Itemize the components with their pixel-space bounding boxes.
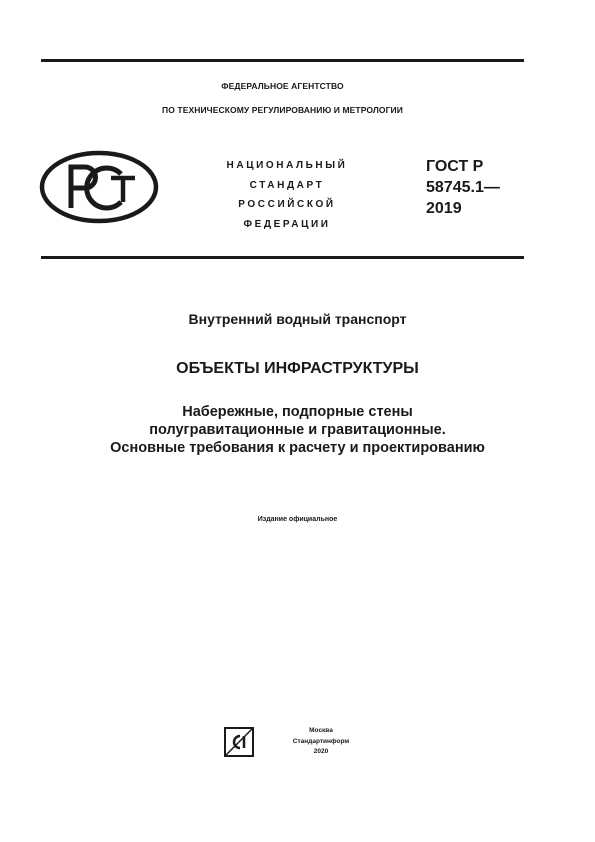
- subject-title: Внутренний водный транспорт: [188, 311, 407, 327]
- national-standard-label: [192, 156, 382, 234]
- detail-title: [0, 403, 595, 457]
- rst-logo-icon: [39, 150, 159, 224]
- national-standard-line: ФЕДЕРАЦИИ: [243, 218, 331, 230]
- national-standard-line: СТАНДАРТ: [249, 179, 325, 191]
- publisher-info: [276, 726, 366, 758]
- publisher-city: Москва: [309, 727, 333, 734]
- national-standard-line: НАЦИОНАЛЬНЫЙ: [226, 160, 348, 171]
- gost-year: 2019: [426, 200, 462, 217]
- official-edition-label: Издание официальное: [257, 516, 338, 523]
- main-title: ОБЪЕКТЫ ИНФРАСТРУКТУРЫ: [176, 360, 419, 377]
- agency-name-line1: ФЕДЕРАЛЬНОЕ АГЕНТСТВО: [221, 81, 344, 91]
- gost-designation: [426, 156, 500, 219]
- publisher-name: Стандартинформ: [292, 737, 350, 745]
- detail-title-line: Основные требования к расчету и проектированию: [110, 440, 485, 456]
- agency-name-line2: ПО ТЕХНИЧЕСКОМУ РЕГУЛИРОВАНИЮ И МЕТРОЛОГИИ: [162, 105, 403, 115]
- national-standard-line: РОССИЙСКОЙ: [238, 199, 336, 210]
- publisher-year: 2020: [313, 748, 329, 755]
- detail-title-line: Набережные, подпорные стены: [182, 404, 413, 420]
- standartinform-logo-icon: [224, 727, 254, 757]
- gost-number: 58745.1—: [426, 179, 500, 196]
- header-bottom-rule: [41, 256, 524, 259]
- detail-title-line: полугравитационные и гравитационные.: [149, 422, 446, 438]
- gost-prefix: ГОСТ Р: [426, 158, 484, 175]
- header-top-rule: [41, 59, 524, 62]
